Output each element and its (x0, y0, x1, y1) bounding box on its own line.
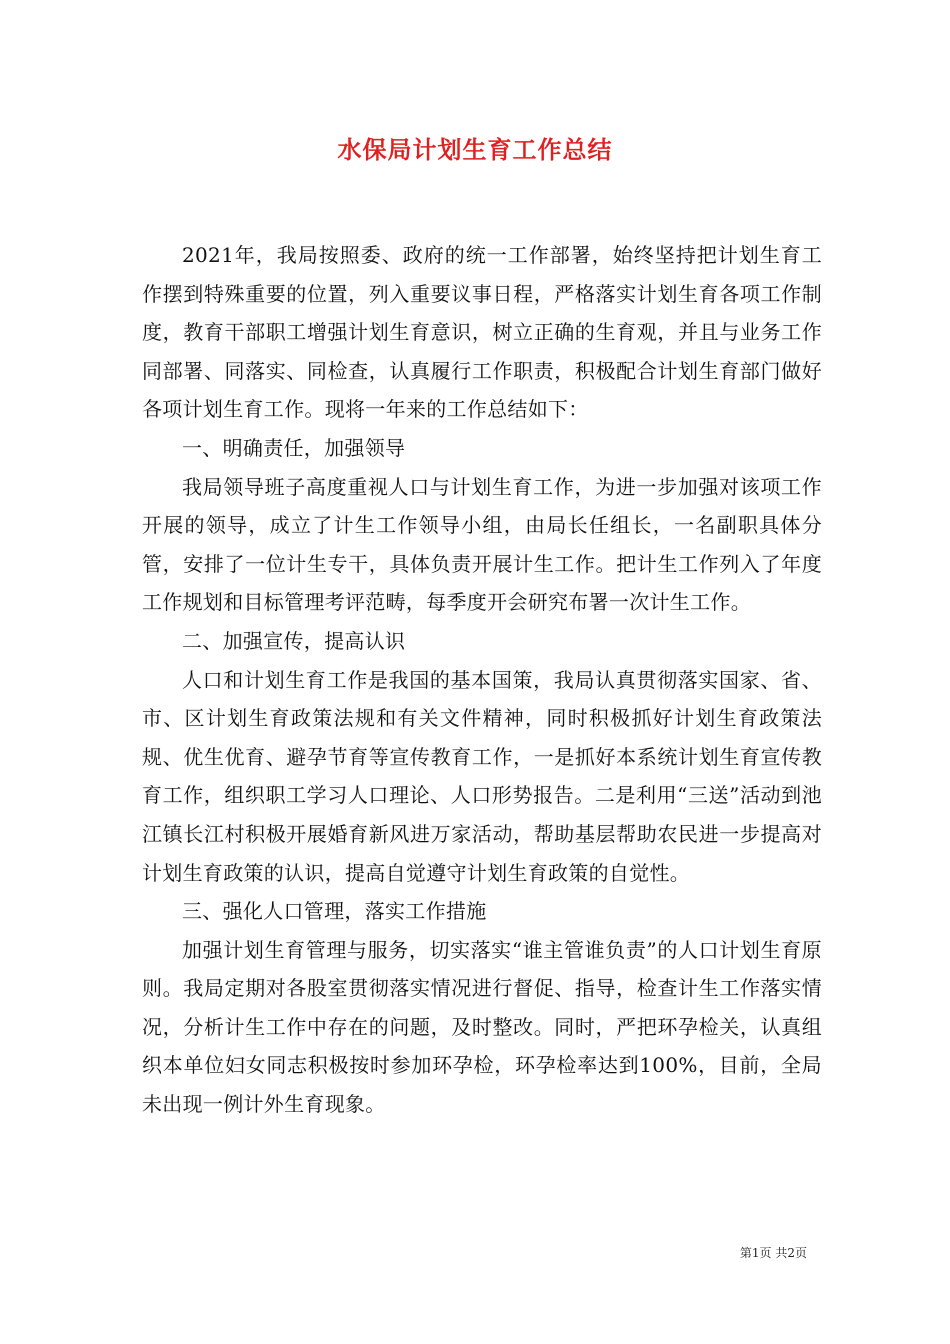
section-heading-3: 三、强化人口管理，落实工作措施 (182, 899, 487, 924)
section-heading-1: 一、明确责任，加强领导 (182, 435, 406, 460)
document-body (142, 236, 822, 1124)
section-paragraph-3: 加强计划生育管理与服务，切实落实“谁主管谁负责”的人口计划生育原则。我局定期对各股室贯彻落实情况进行督促、指导，检查计生工作落实情况，分析计生工作中存在的问题，及时整改。同时，严把环孕检关，认真组织本单位妇女同志积极按时参加环孕检，环孕检率达到100%，目前，全局未出现一例计外生育现象。 (142, 937, 822, 1117)
section-paragraph-1: 我局领导班子高度重视人口与计划生育工作，为进一步加强对该项工作开展的领导，成立了计生工作领导小组，由局长任组长，一名副职具体分管，安排了一位计生专干，具体负责开展计生工作。把计生工作列入了年度工作规划和目标管理考评范畴，每季度开会研究布署一次计生工作。 (142, 474, 822, 615)
page-number-footer: 第1页 共2页 (739, 1246, 807, 1260)
section-heading-2: 二、加强宣传，提高认识 (182, 628, 406, 653)
section-paragraph-2: 人口和计划生育工作是我国的基本国策，我局认真贯彻落实国家、省、市、区计划生育政策法规和有关文件精神，同时积极抓好计划生育政策法规、优生优育、避孕节育等宣传教育工作，一是抓好本系统计划生育宣传教育工作，组织职工学习人口理论、人口形势报告。二是利用“三送”活动到池江镇长江村积极开展婚育新风进万家活动，帮助基层帮助农民进一步提高对计划生育政策的认识，提高自觉遵守计划生育政策的自觉性。 (142, 667, 822, 885)
document-title: 水保局计划生育工作总结 (337, 135, 613, 164)
intro-paragraph: 2021年，我局按照委、政府的统一工作部署，始终坚持把计划生育工作摆到特殊重要的位置，列入重要议事日程，严格落实计划生育各项工作制度，教育干部职工增强计划生育意识，树立正确的生育观，并且与业务工作同部署、同落实、同检查，认真履行工作职责，积极配合计划生育部门做好各项计划生育工作。现将一年来的工作总结如下： (142, 243, 822, 422)
